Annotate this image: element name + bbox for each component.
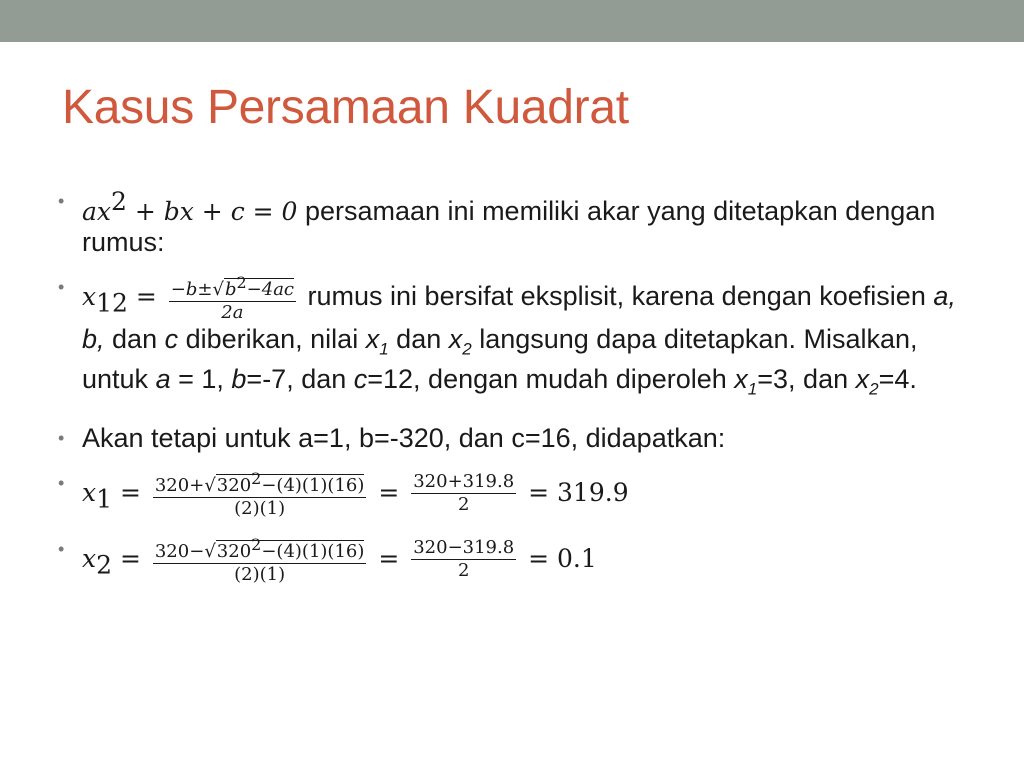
- x1-sqrt-content: [216, 468, 365, 496]
- var-x2-sub: 2: [462, 339, 472, 359]
- x1-numerator-1: [153, 468, 367, 498]
- quadratic-fraction: [169, 272, 296, 324]
- bullet-x1-calculation: [58, 468, 958, 520]
- x1-equals: =: [112, 477, 149, 507]
- sqrt-sign: √: [204, 540, 216, 562]
- sqrt-b: b: [224, 279, 237, 300]
- x2-numerator-2: 320−319.8: [413, 537, 515, 559]
- x2-denominator-2: 2: [457, 560, 470, 582]
- x2-result: = 0.1: [520, 543, 597, 573]
- bullet-dot: •: [58, 472, 65, 493]
- x2-num-pre: 320−: [154, 540, 205, 562]
- denominator-text: 2a: [221, 302, 244, 323]
- sqrt-square: 2: [236, 273, 247, 292]
- x2-numerator-1: [153, 534, 367, 564]
- slide-content: [58, 186, 958, 600]
- x2-denominator-1: (2)(1): [234, 563, 286, 585]
- x1-numerator-2: 320+319.8: [413, 471, 515, 493]
- bullet-x2-calculation: [58, 534, 958, 586]
- x2-equals-2: =: [370, 543, 408, 573]
- var-x2: x: [448, 324, 463, 354]
- x1-result: = 319.9: [520, 477, 629, 507]
- var-ab: a, b,: [82, 281, 956, 354]
- bullet-example-intro: [58, 423, 958, 454]
- var-x1-sub: 1: [379, 339, 389, 359]
- bullet-dot: •: [58, 191, 65, 211]
- text-6: = 1,: [170, 364, 232, 395]
- x2-equals: =: [112, 543, 149, 573]
- text-10: =4.: [878, 364, 917, 395]
- text-1: rumus ini bersifat eksplisit, karena dengan koefisien: [300, 281, 934, 312]
- text-4: dan: [388, 324, 449, 354]
- bullet-text: persamaan ini memiliki akar yang ditetapkan dengan rumus:: [82, 196, 936, 257]
- text-3: diberikan, nilai: [178, 324, 366, 354]
- numerator-pre: −b±: [170, 279, 213, 300]
- x1-var: x: [82, 477, 97, 507]
- x1-num-pre: 320+: [154, 474, 205, 496]
- bullet-text: Akan tetapi untuk a=1, b=-320, dan c=16, didapatkan:: [82, 422, 726, 453]
- bullet-quadratic-formula: [58, 272, 958, 405]
- x2-sqrt-rest: −(4)(1)(16): [261, 540, 365, 562]
- x2-sub: 2: [96, 550, 113, 580]
- slide-title: Kasus Persamaan Kuadrat: [62, 81, 629, 134]
- result-x1: x: [734, 364, 748, 395]
- equation-ax: ax: [82, 197, 112, 226]
- equation-rest: + bx + c = 0: [126, 197, 298, 226]
- x1-denominator-2: 2: [457, 494, 470, 516]
- text-8: =12, dengan mudah diperoleh: [367, 364, 735, 395]
- x1-sqrt-rest: −(4)(1)(16): [261, 474, 365, 496]
- sqrt-rest: −4ac: [246, 279, 295, 300]
- bullet-dot: •: [58, 277, 65, 297]
- formula-lhs-var: x: [82, 282, 97, 312]
- x1-sqrt-base: 320: [216, 474, 252, 496]
- result-x2: x: [855, 364, 870, 395]
- equation-square: 2: [111, 187, 127, 216]
- x1-denominator-1: (2)(1): [234, 497, 286, 519]
- sqrt-sign: √: [204, 474, 216, 496]
- text-5: langsung dapa ditetapkan. Misalkan, untuk: [82, 324, 918, 395]
- x2-fraction-1: [153, 534, 367, 586]
- fraction-denominator: [219, 302, 245, 324]
- result-x1-sub: 1: [747, 379, 758, 399]
- x2-sqrt-base: 320: [216, 540, 252, 562]
- bullet-dot: •: [58, 427, 65, 448]
- x2-fraction-2: [411, 537, 516, 582]
- x1-sub: 1: [96, 484, 113, 514]
- x1-sqrt-square: 2: [251, 468, 262, 488]
- text-9: =3, dan: [757, 364, 856, 395]
- x2-sqrt-content: [216, 534, 365, 562]
- fraction-numerator: [169, 272, 296, 302]
- var-c: c: [164, 324, 179, 354]
- var-a: a: [155, 364, 171, 395]
- x1-fraction-2: [411, 471, 516, 516]
- bullet-quadratic-equation: [58, 186, 958, 258]
- var-c2: c: [353, 364, 368, 395]
- sqrt-sign: √: [212, 279, 224, 300]
- text-7: =-7, dan: [246, 364, 354, 395]
- formula-lhs-sub: 12: [96, 288, 128, 318]
- sqrt-content: [224, 273, 295, 300]
- result-x2-sub: 2: [869, 379, 879, 399]
- x1-fraction-1: [153, 468, 367, 520]
- text-2: dan: [104, 324, 165, 354]
- x2-var: x: [82, 543, 97, 573]
- x1-equals-2: =: [370, 477, 408, 507]
- var-b: b: [231, 364, 247, 395]
- x2-sqrt-square: 2: [251, 534, 262, 554]
- top-accent-bar: [0, 0, 1024, 42]
- bullet-dot: •: [58, 538, 65, 559]
- formula-equals: =: [127, 282, 165, 312]
- var-x1: x: [365, 324, 380, 354]
